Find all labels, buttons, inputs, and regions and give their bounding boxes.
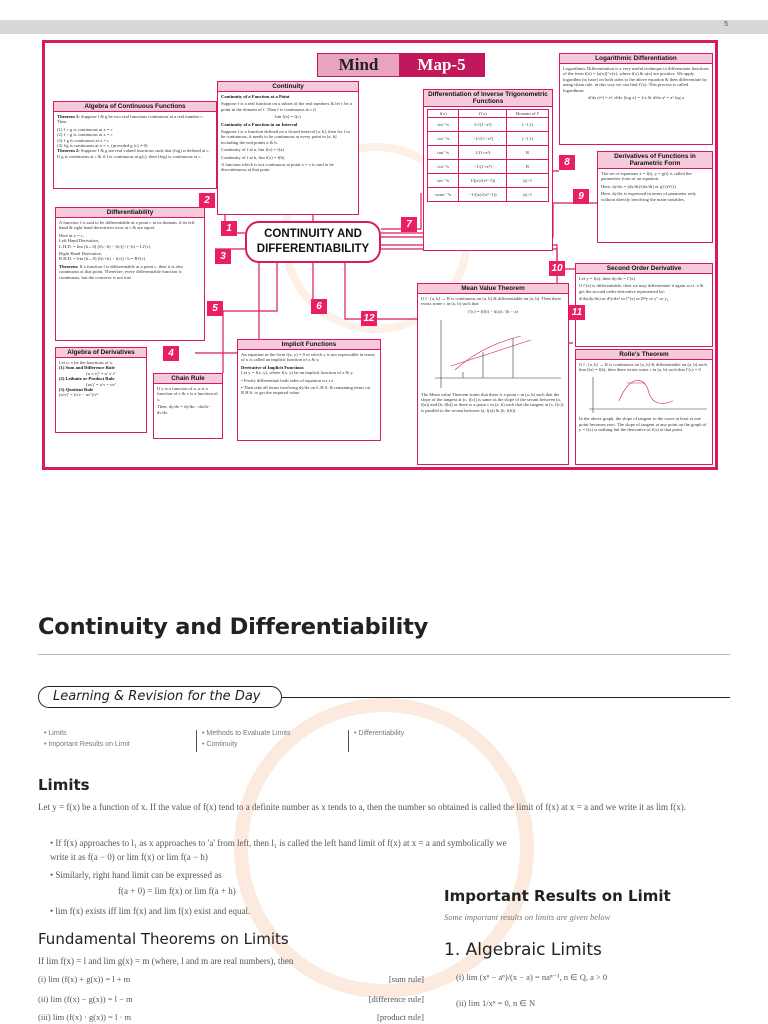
badge-3: 3 — [215, 249, 231, 264]
table-row — [428, 132, 549, 146]
algebraic-limits-heading: 1. Algebraic Limits — [444, 940, 602, 960]
log-diff-header: Logarithmic Differentiation — [560, 54, 712, 64]
important-results-heading: Important Results on Limit — [444, 887, 671, 905]
algebra-continuous-box — [53, 101, 217, 189]
algebra-derivatives-box — [55, 347, 147, 433]
continuity-text: Continuity of f at b, lim f(x) = f(b) — [221, 154, 285, 160]
rule-line: (3) f·g is continuous at x = c — [57, 137, 110, 143]
top-bar — [0, 20, 768, 34]
badge-1: 1 — [221, 221, 237, 236]
differentiability-header: Differentiability — [56, 208, 204, 218]
bullet-text: Similarly, right hand limit can be expressed as — [55, 870, 222, 880]
limits-paragraph: Let y = f(x) be a function of x. If the value of f(x) tend to a definite number as x tends to a, then the number so obtained is called the limit of f(x) at x = a and we write it as lim f(x). — [38, 802, 686, 812]
mvt-text: If f : [a, b] → R is continuous on [a, b] & differentiable on (a, b). Then there exists some c in (a, b) such that — [421, 296, 562, 307]
table-row — [428, 118, 549, 132]
cell: R — [507, 146, 549, 160]
algebra-derivatives-header: Algebra of Derivatives — [56, 348, 146, 358]
cell: tan⁻¹x — [428, 146, 459, 160]
rhd-formula: R.H.D. = lim (h→0) [f(c+h) − f(c)] / h = Rf′(c) — [59, 256, 146, 262]
theorem1-label: Theorem 1: — [57, 114, 80, 119]
badge-8: 8 — [559, 155, 575, 170]
cell: R — [507, 160, 549, 174]
inverse-trig-header: Differentiation of Inverse Trigonometric Functions — [424, 90, 552, 107]
implicit-bullet-text: Then take all terms involving dy/dx on L.H.S. & remaining terms on R.H.S. to get the required value. — [241, 385, 370, 396]
topic-item: • Differentiability — [354, 728, 404, 739]
center-line-1: CONTINUITY AND — [264, 228, 362, 240]
page-number: 5 — [724, 21, 728, 28]
rolle-text: In the above graph, the slope of tangent to the curve at least at one point becomes zero. The slope of tangent at any point on the graph of y = f(x) is nothing but the derivative of f(x) at that point. — [579, 416, 707, 433]
topic-item: • Important Results on Limit — [44, 739, 130, 750]
topic-column-1 — [44, 728, 130, 750]
rule-expression: (iii) lim (f(x) · g(x)) = l · m — [38, 1012, 132, 1022]
mvt-header: Mean Value Theorem — [418, 284, 568, 294]
continuity-interval-subhead: Continuity of a Function in an Interval — [221, 121, 298, 127]
cell: (−1,1) — [507, 132, 549, 146]
continuity-text: Suppose f is a real function on a subset of the real numbers & let c be a point in the domain of f. Then f is continuous at c if — [221, 101, 352, 112]
center-topic — [245, 221, 381, 263]
col-header: f(x) — [428, 110, 459, 118]
table-row — [428, 160, 549, 174]
cell: sec⁻¹x — [428, 174, 459, 188]
rule-formula: (u ± v)′ = u′ ± v′ — [86, 370, 116, 376]
continuity-header: Continuity — [218, 82, 358, 92]
center-line-2: DIFFERENTIABILITY — [256, 243, 370, 255]
cell: |x|>1 — [507, 188, 549, 202]
column-divider — [348, 730, 349, 752]
badge-6: 6 — [311, 299, 327, 314]
implicit-bullet: • Firstly differentiate both sides of equation w.r.t x — [241, 377, 334, 383]
implicit-text: Let y = f(x, y), where f(x, y) be an implicit function of x & y. — [241, 370, 354, 376]
parametric-box — [597, 151, 713, 243]
continuity-formula: lim f(x) = f(c) — [275, 114, 301, 120]
theorem2-label: Theorem 2: — [57, 148, 80, 154]
inverse-trig-table — [427, 109, 549, 202]
algebraic-limit-2: (ii) lim 1/xⁿ = 0, n ∈ N — [456, 998, 536, 1008]
pill-rule — [282, 697, 730, 698]
mvt-box — [417, 283, 569, 465]
continuity-point-subhead: Continuity of a Function at a Point — [221, 94, 290, 99]
rolle-header: Rolle's Theorem — [576, 350, 712, 360]
col-header: f′(x) — [459, 110, 507, 118]
title-map-number: Map-5 — [399, 54, 484, 76]
rule-expression: (i) lim (f(x) + g(x)) = l + m — [38, 974, 131, 984]
fundamental-theorems-heading: Fundamental Theorems on Limits — [38, 930, 289, 948]
mvt-graph — [421, 316, 565, 390]
differentiability-text: Here at x = c, — [59, 232, 84, 238]
table-row — [428, 146, 549, 160]
rule-name: [sum rule] — [388, 974, 424, 984]
right-limit-formula: f(a + 0) = lim f(x) or lim f(a + h) — [118, 886, 236, 896]
col-header: Domain of f′ — [507, 110, 549, 118]
rule-expression: (ii) lim (f(x) − g(x)) = l − m — [38, 994, 133, 1004]
rule-line: (2) f − g is continuous at x = c — [57, 132, 113, 138]
chain-rule-formula: Then, dy/dx = dy/du · du/dv · dv/dx — [157, 404, 212, 415]
second-order-text: If f′(x) is differentiable, then we may differentiate it again w.r.t. x & get the second order derivative represented by: — [579, 283, 704, 294]
theorem2-text: Suppose f & g are real valued functions such that (fog) is defined at c. If g is continuous at c & if f is continuous at g(c), then (fog) is continuous at c. — [57, 148, 210, 159]
rule-formula: (uv)′ = u′v + uv′ — [86, 381, 116, 387]
topic-item: • Continuity — [202, 739, 290, 750]
important-results-subtitle: Some important results on limits are given below — [444, 912, 611, 922]
limits-bullet-3: • lim f(x) exists iff lim f(x) and lim f(x) exist and equal. — [50, 906, 251, 916]
theorem-text: If a function f is differentiable at a point c, then it is also continuous at that point. Therefore, every differentiable function is continuous, but the converse is not true. — [59, 263, 183, 280]
bullet-text: If f(x) approaches to l₁ as x approaches to 'a' from left, then l₁ is called the left hand limit of f(x) at x = a and symbolically we write it as f(a − 0) or lim f(x) or lim f(a − h) — [50, 838, 507, 862]
lhd-formula: L.H.D. = lim (h→0) [f(c−h) − f(c)] / (−h) = Lf′(c) — [59, 243, 151, 249]
rolle-text: If f : [a, b] → R is continuous on [a, b] & differentiable on (a, b) such that f(a) = f(b), then there exists some c in (a, b) such that f′(c) = 0 — [579, 362, 707, 373]
rule-name: [difference rule] — [368, 994, 424, 1004]
limit-rule-row — [38, 1012, 424, 1022]
chapter-title: Continuity and Differentiability — [38, 614, 429, 640]
badge-9: 9 — [573, 189, 589, 204]
second-order-box — [575, 263, 713, 347]
cell: cosec⁻¹x — [428, 188, 459, 202]
second-order-header: Second Order Derivative — [576, 264, 712, 274]
continuity-box — [217, 81, 359, 215]
implicit-subhead: Derivative of Implicit Functions — [241, 364, 304, 370]
second-order-text: d/dx(dy/dx) or d²y/dx² or f″(x) or D²y or y″ or y₂ — [579, 296, 669, 302]
rolle-box — [575, 349, 713, 465]
topic-column-3 — [354, 728, 404, 739]
topic-column-2 — [202, 728, 290, 750]
badge-5: 5 — [207, 301, 223, 316]
continuity-text: Continuity of f at a, lim f(x) = f(a) — [221, 147, 284, 153]
badge-4: 4 — [163, 346, 179, 361]
parametric-header: Derivatives of Functions in Parametric Form — [598, 152, 712, 169]
differentiability-text: Left Hand Derivative, — [59, 238, 100, 244]
rule-line: (4) f/g is continuous at x = c, (provided g (c) ≠ 0) — [57, 143, 148, 149]
theorem-label: Theorem: — [59, 263, 79, 269]
title-mind: Mind — [338, 55, 379, 74]
limits-bullet-1: • If f(x) approaches to l₁ as x approaches to 'a' from left, then l₁ is called the left hand limit of f(x) at x = a and symbolically we write it as f(a − 0) or lim f(x) or lim f(a − h) — [50, 838, 507, 862]
cell: sin⁻¹x — [428, 118, 459, 132]
limit-rule-row — [38, 994, 424, 1004]
mvt-formula: f′(c) = [f(b) − f(a)] / (b − a) — [468, 308, 518, 314]
badge-12: 12 — [361, 311, 377, 326]
cell: (−1,1) — [507, 118, 549, 132]
rule-label: (3) Quotient Rule — [59, 387, 94, 393]
mind-map — [42, 40, 718, 470]
limit-rule-row — [38, 974, 424, 984]
log-diff-text: Logarithmic Differentiation is a very useful technique to differentiate functions of the form f(x) = [u(x)]^v(x), where f(x) & u(x) are positive. We apply logarithm (to base) on both sides to the above equation & then differentiate by using chain rule, in this way we can find f′(x). This process is called logarithmic — [563, 66, 709, 93]
log-diff-box — [559, 53, 713, 145]
cell: −1/(1+x²) — [459, 160, 507, 174]
continuity-text: A function which is not continuous at point x = c is said to be discontinuous at that point — [221, 162, 334, 173]
cell: −1/(|x|√(x²−1)) — [459, 188, 507, 202]
topic-item: • Methods to Evaluate Limits — [202, 728, 290, 739]
inverse-trig-box — [423, 89, 553, 251]
fundamental-intro: If lim f(x) = l and lim g(x) = m (where, l and m are real numbers), then — [38, 956, 294, 966]
log-diff-formula: d/dx (eˣ) = eˣ, d/dx (log x) = 1/x & d/dx aˣ = aˣ log a — [588, 95, 684, 101]
mind-map-title — [317, 53, 485, 77]
continuity-text: Suppose f is a function defined on a closed interval [a, b], then for f to be continuous, it needs to be continuous at every point in [a, b] including the end points a & b. — [221, 129, 350, 145]
table-row — [428, 174, 549, 188]
implicit-box — [237, 339, 381, 441]
column-divider — [196, 730, 197, 752]
differentiability-text: A function f is said to be differentiable at a point c in its domain, if its left hand & right hand derivatives exist at c & are equal. — [59, 220, 195, 231]
cell: −1/√(1−x²) — [459, 132, 507, 146]
theorem1-text: Suppose f & g be two real functions continuous at a real number c. Then — [57, 114, 204, 125]
rule-name: [product rule] — [377, 1012, 424, 1022]
cell: |x|>1 — [507, 174, 549, 188]
cell: cot⁻¹x — [428, 160, 459, 174]
parametric-text: The set of equations x = f(t), y = g(t) is called the parametric form of an equation. — [601, 171, 692, 182]
table-row — [428, 188, 549, 202]
bullet-text: lim f(x) exists iff lim f(x) and lim f(x) exist and equal. — [55, 906, 251, 916]
second-order-text: Let y = f(x), then dy/dx = f′(x) — [579, 276, 635, 281]
badge-10: 10 — [549, 261, 565, 276]
differentiability-box — [55, 207, 205, 341]
topic-item: • Limits — [44, 728, 130, 739]
rule-label: (2) Leibnitz or Product Rule — [59, 376, 115, 382]
differentiability-text: Right Hand Derivative, — [59, 251, 102, 257]
implicit-bullet-text: Firstly differentiate both sides of equation w.r.t x — [243, 377, 334, 383]
parametric-text: Here, dy/dx is expressed in terms of parameter only without directly involving the main variables. — [601, 191, 697, 202]
cell: 1/(|x|√(x²−1)) — [459, 174, 507, 188]
implicit-header: Implicit Functions — [238, 340, 380, 350]
implicit-text: An equation in the form f(x, y) = 0 in which y is not expressible in terms of x is called an implicit function of x & y. — [241, 352, 375, 363]
cell: 1/√(1−x²) — [459, 118, 507, 132]
mvt-text: The Mean value Theorem states that there is a point c in (a, b) such that the slope of the tangent at (c, f(c)) is same as the slope of the secant between (a, f(a)) and (b, f(b)) or there is a point c in (a, b) such that the tangent at (c, f(c)) is parallel to the secant between (a, f(a)) & (b, f(b)). — [421, 391, 564, 413]
algebraic-limit-1: (i) lim (xⁿ − aⁿ)/(x − a) = naⁿ⁻¹, n ∈ Q, a > 0 — [456, 972, 608, 982]
rolle-graph — [579, 375, 709, 415]
limits-heading: Limits — [38, 776, 90, 794]
chain-rule-box — [153, 373, 223, 439]
rule-label: (1) Sum and Difference Rule — [59, 365, 115, 371]
cell: 1/(1+x²) — [459, 146, 507, 160]
rule-formula: (u/v)′ = (u′v − uv′)/v² — [59, 392, 98, 398]
badge-7: 7 — [401, 217, 417, 232]
implicit-bullet: • Then take all terms involving dy/dx on L.H.S. & remaining terms on R.H.S. to get the required value. — [241, 385, 370, 396]
rule-line: (1) f + g is continuous at x = c — [57, 126, 113, 132]
algebra-derivatives-text: Let u, v be the functions of x. — [59, 360, 114, 365]
title-rule — [38, 654, 730, 655]
chain-rule-header: Chain Rule — [154, 374, 222, 384]
badge-11: 11 — [569, 305, 585, 320]
chain-rule-text: If y is a function of u, u is a function of v & v is a function of x, — [157, 386, 218, 402]
cell: cos⁻¹x — [428, 132, 459, 146]
parametric-text: Here, dy/dx = (dy/dt)/(dx/dt) or g′(t)/f′(t) — [601, 183, 676, 189]
algebra-continuous-header: Algebra of Continuous Functions — [54, 102, 216, 112]
badge-2: 2 — [199, 193, 215, 208]
learning-revision-pill: Learning & Revision for the Day — [38, 686, 282, 708]
limits-bullet-2: • Similarly, right hand limit can be expressed as — [50, 870, 222, 880]
